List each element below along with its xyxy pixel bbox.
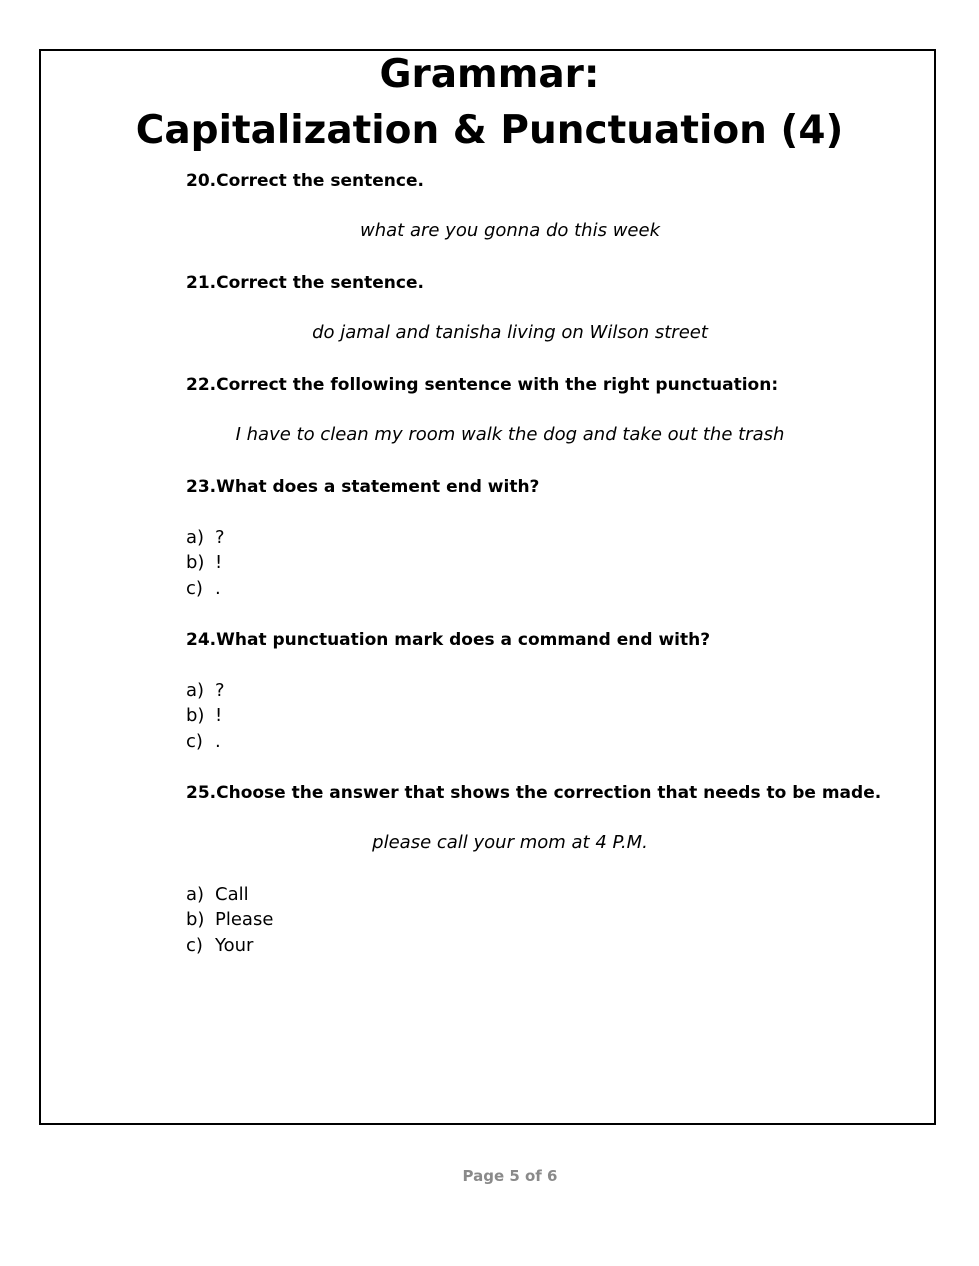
answer-option-b bbox=[186, 909, 273, 931]
question-number: 22. bbox=[186, 375, 217, 395]
question-21 bbox=[186, 272, 424, 294]
question-number: 21. bbox=[186, 273, 217, 293]
option-letter: b) bbox=[186, 552, 205, 573]
question-24 bbox=[186, 629, 710, 651]
answer-option-a bbox=[186, 680, 225, 702]
option-text: . bbox=[215, 731, 221, 752]
question-prompt: Correct the sentence. bbox=[216, 171, 424, 191]
option-text: Your bbox=[215, 935, 254, 956]
answer-option-c bbox=[186, 578, 221, 600]
option-text: Call bbox=[215, 884, 249, 905]
worksheet-border bbox=[39, 49, 936, 1125]
question-prompt: What does a statement end with? bbox=[216, 477, 540, 497]
question-number: 23. bbox=[186, 477, 217, 497]
option-letter: c) bbox=[186, 578, 203, 599]
answer-option-c bbox=[186, 731, 221, 753]
page-title-line-2: Capitalization & Punctuation (4) bbox=[135, 108, 844, 153]
answer-option-c bbox=[186, 935, 253, 957]
question-22-sentence: I have to clean my room walk the dog and take out the trash bbox=[235, 424, 785, 445]
question-20-sentence: what are you gonna do this week bbox=[360, 220, 660, 241]
question-25 bbox=[186, 782, 881, 804]
page-title-line-1: Grammar: bbox=[379, 52, 600, 97]
option-letter: c) bbox=[186, 731, 203, 752]
question-number: 25. bbox=[186, 783, 217, 803]
answer-option-a bbox=[186, 527, 225, 549]
question-25-sentence: please call your mom at 4 P.M. bbox=[372, 832, 648, 853]
option-text: ? bbox=[215, 527, 225, 548]
option-text: ! bbox=[215, 552, 223, 573]
question-22 bbox=[186, 374, 778, 396]
option-text: . bbox=[215, 578, 221, 599]
option-text: ? bbox=[215, 680, 225, 701]
answer-option-a bbox=[186, 884, 249, 906]
option-text: ! bbox=[215, 705, 223, 726]
option-letter: b) bbox=[186, 705, 205, 726]
question-20 bbox=[186, 170, 424, 192]
question-prompt: Choose the answer that shows the correction that needs to be made. bbox=[216, 783, 882, 803]
option-text: Please bbox=[215, 909, 274, 930]
page-number: Page 5 of 6 bbox=[462, 1167, 558, 1185]
answer-option-b bbox=[186, 705, 222, 727]
question-number: 20. bbox=[186, 171, 217, 191]
question-number: 24. bbox=[186, 630, 217, 650]
option-letter: a) bbox=[186, 884, 205, 905]
question-21-sentence: do jamal and tanisha living on Wilson street bbox=[312, 322, 708, 343]
option-letter: c) bbox=[186, 935, 203, 956]
question-prompt: What punctuation mark does a command end with? bbox=[216, 630, 711, 650]
answer-option-b bbox=[186, 552, 222, 574]
question-prompt: Correct the following sentence with the right punctuation: bbox=[216, 375, 779, 395]
option-letter: b) bbox=[186, 909, 205, 930]
question-prompt: Correct the sentence. bbox=[216, 273, 424, 293]
question-23 bbox=[186, 476, 539, 498]
option-letter: a) bbox=[186, 680, 205, 701]
option-letter: a) bbox=[186, 527, 205, 548]
